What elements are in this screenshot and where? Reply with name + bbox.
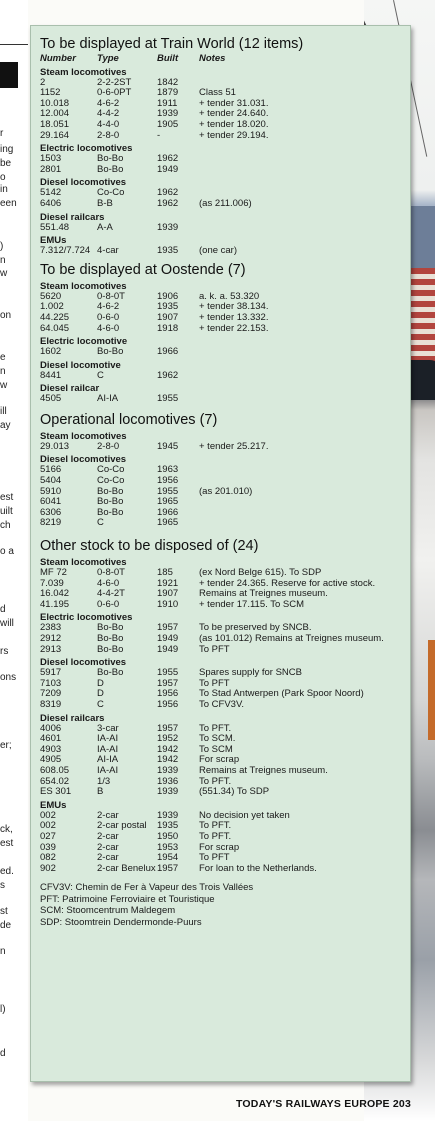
cell-notes: + tender 13.332. xyxy=(199,311,269,323)
left-text-fragment: e xyxy=(0,352,6,363)
cell-number: 10.018 xyxy=(40,97,70,109)
cell-built: 1945 xyxy=(157,440,179,452)
cell-notes: + tender 29.194. xyxy=(199,129,269,141)
cell-notes: To PFT xyxy=(199,677,230,689)
cell-type: 1/3 xyxy=(97,775,111,787)
stock-sections xyxy=(40,35,404,874)
cell-number: 2912 xyxy=(40,633,62,644)
left-text-fragment: ing xyxy=(0,144,14,155)
column-rule xyxy=(0,44,28,45)
left-text-fragment: s xyxy=(0,880,5,891)
cell-number: 2 xyxy=(40,76,46,88)
column-headers xyxy=(40,54,404,65)
table-row xyxy=(40,347,404,358)
cell-number: 18.051 xyxy=(40,118,70,130)
cell-number: 29.013 xyxy=(40,440,70,452)
cell-notes: To SCM xyxy=(199,743,233,755)
cell-number: 2383 xyxy=(40,622,62,634)
cell-number: 082 xyxy=(40,852,56,864)
table-row xyxy=(40,246,404,257)
category-heading: Electric locomotives xyxy=(40,143,133,155)
cell-notes: No decision yet taken xyxy=(199,809,290,821)
cell-type: 4-4-0 xyxy=(97,118,120,130)
cell-type: IA-AI xyxy=(97,743,119,755)
cell-type: 2-8-0 xyxy=(97,440,120,452)
cell-type: Bo-Bo xyxy=(97,485,124,497)
cell-number: 44.225 xyxy=(40,311,70,323)
cell-built: 1911 xyxy=(157,97,178,109)
left-text-fragment: n xyxy=(0,255,6,266)
table-row xyxy=(40,787,404,798)
column-header-number: Number xyxy=(40,53,76,64)
table-row xyxy=(40,394,404,405)
cell-notes xyxy=(199,497,404,508)
cell-type: 3-car xyxy=(97,722,119,734)
left-text-fragment: n xyxy=(0,366,6,377)
cell-built: 185 xyxy=(157,567,173,579)
cell-number: 902 xyxy=(40,862,56,874)
cell-number: ES 301 xyxy=(40,786,72,798)
cell-type: B-B xyxy=(97,197,113,209)
cell-number: 12.004 xyxy=(40,108,70,120)
cell-number: 5910 xyxy=(40,485,62,497)
category-heading: Diesel locomotives xyxy=(40,657,127,669)
table-row xyxy=(40,131,404,142)
cell-built: 1939 xyxy=(157,786,179,798)
cell-type: Bo-Bo xyxy=(97,163,124,175)
cell-number: 027 xyxy=(40,830,56,842)
category-heading: Electric locomotive xyxy=(40,336,128,348)
cell-built: 1936 xyxy=(157,775,179,787)
table-row xyxy=(40,442,404,453)
cell-built: 1939 xyxy=(157,108,179,120)
cell-built: 1910 xyxy=(157,598,179,610)
column-header-built: Built xyxy=(157,53,179,64)
cell-built: 1956 xyxy=(157,688,179,700)
cell-built: 1921 xyxy=(157,577,179,589)
cell-built: 1963 xyxy=(157,464,179,476)
cell-number: 5404 xyxy=(40,475,62,487)
category-heading: Steam locomotives xyxy=(40,280,127,292)
left-text-fragment: r xyxy=(0,128,4,139)
cell-built: 1935 xyxy=(157,245,179,257)
cell-built: 1962 xyxy=(157,369,179,381)
cell-built: 1907 xyxy=(157,311,179,323)
cell-type: 4-car xyxy=(97,245,119,257)
cell-type: 2-car xyxy=(97,830,119,842)
cell-notes: Remains at Treignes museum. xyxy=(199,764,328,776)
cell-notes: To be preserved by SNCB. xyxy=(199,622,312,634)
stock-section xyxy=(40,537,404,874)
category-heading: Diesel locomotives xyxy=(40,177,127,189)
left-text-fragment: d xyxy=(0,604,6,615)
table-row xyxy=(40,634,404,645)
cell-number: 6306 xyxy=(40,506,62,518)
cell-built: 1962 xyxy=(157,187,179,199)
table-row xyxy=(40,645,404,656)
table-row xyxy=(40,518,404,529)
left-text-fragment: ck, xyxy=(0,824,13,835)
cell-type: AI-IA xyxy=(97,754,119,766)
left-text-fragment: in xyxy=(0,184,8,195)
cell-type: 2-car xyxy=(97,852,119,864)
cell-number: 7.039 xyxy=(40,577,64,589)
cell-number: 1602 xyxy=(40,346,62,358)
cell-type: 2-car xyxy=(97,841,119,853)
cell-type: 2-car postal xyxy=(97,820,147,832)
cell-notes: (as 211.006) xyxy=(199,197,252,209)
table-row xyxy=(40,864,404,875)
cell-type: Bo-Bo xyxy=(97,622,124,634)
cell-number: 5166 xyxy=(40,464,62,476)
cell-notes: (one car) xyxy=(199,245,238,257)
cell-type: Bo-Bo xyxy=(97,496,124,508)
left-text-fragment: de xyxy=(0,920,12,931)
cell-notes: Remains at Treignes museum. xyxy=(199,588,328,600)
cell-type: AI-IA xyxy=(97,393,119,405)
left-text-fragment: o xyxy=(0,172,6,183)
cell-notes: + tender 24.365. Reserve for active stock. xyxy=(199,577,376,589)
left-text-fragment: ay xyxy=(0,420,11,431)
left-text-fragment: l) xyxy=(0,1004,6,1015)
category-heading: EMUs xyxy=(40,799,67,811)
cell-number: 2801 xyxy=(40,163,62,175)
cell-type: D xyxy=(97,688,104,700)
table-row xyxy=(40,120,404,131)
cell-type: 4-6-0 xyxy=(97,577,120,589)
cell-number: 16.042 xyxy=(40,588,70,600)
cell-type: 2-8-0 xyxy=(97,129,120,141)
cell-type: 0-8-0T xyxy=(97,290,125,302)
cell-number: MF 72 xyxy=(40,567,67,579)
cell-number: 7103 xyxy=(40,677,62,689)
left-text-fragment: n xyxy=(0,946,6,957)
left-text-fragment: ) xyxy=(0,241,4,252)
left-text-fragment: ill xyxy=(0,406,7,417)
table-row xyxy=(40,324,404,335)
cell-type: C xyxy=(97,369,104,381)
section-title: To be displayed at Oostende (7) xyxy=(40,261,246,278)
cell-notes xyxy=(199,154,404,165)
category-heading: EMUs xyxy=(40,235,67,247)
cell-number: 41.195 xyxy=(40,598,70,610)
cell-built: 1942 xyxy=(157,743,179,755)
cell-notes xyxy=(199,371,404,382)
table-row xyxy=(40,766,404,777)
left-text-fragment: on xyxy=(0,310,12,321)
left-text-fragment: ch xyxy=(0,520,11,531)
cell-notes: + tender 17.115. To SCM xyxy=(199,598,305,610)
left-text-fragment: w xyxy=(0,268,8,279)
cell-built: 1935 xyxy=(157,820,179,832)
cell-number: 1.002 xyxy=(40,301,64,313)
cell-notes: To PFT. xyxy=(199,775,232,787)
cell-number: 8219 xyxy=(40,517,62,529)
category-heading: Steam locomotives xyxy=(40,66,127,78)
left-text-fragment: o a xyxy=(0,546,14,557)
cell-type: IA-AI xyxy=(97,733,119,745)
left-text-fragment: est xyxy=(0,492,14,503)
cell-notes xyxy=(199,518,404,529)
cell-type: Co-Co xyxy=(97,187,125,199)
cell-built: 1957 xyxy=(157,622,179,634)
cell-notes: To PFT. xyxy=(199,830,232,842)
cell-notes: + tender 24.640. xyxy=(199,108,269,120)
table-row xyxy=(40,154,404,165)
cell-notes xyxy=(199,465,404,476)
cell-type: Co-Co xyxy=(97,464,125,476)
orange-object xyxy=(428,640,435,740)
cell-notes: + tender 31.031. xyxy=(199,97,269,109)
footnote-line: SDP: Stoomtrein Dendermonde-Puurs xyxy=(40,916,202,928)
cell-number: 002 xyxy=(40,809,56,821)
cell-built: 1939 xyxy=(157,809,179,821)
cell-type: Co-Co xyxy=(97,475,125,487)
cell-notes: Class 51 xyxy=(199,87,236,99)
category-heading: Diesel locomotives xyxy=(40,454,127,466)
table-row xyxy=(40,313,404,324)
cell-type: Bo-Bo xyxy=(97,506,124,518)
cell-notes xyxy=(199,347,404,358)
category-heading: Diesel locomotive xyxy=(40,359,121,371)
left-text-fragment: ons xyxy=(0,672,17,683)
cell-built: 1966 xyxy=(157,346,179,358)
footnotes xyxy=(40,882,404,928)
cell-built: 1953 xyxy=(157,841,179,853)
cell-notes xyxy=(199,165,404,176)
cell-number: 8319 xyxy=(40,698,62,710)
cell-type: Bo-Bo xyxy=(97,667,124,679)
left-text-fragment: est xyxy=(0,838,14,849)
cell-notes: For scrap xyxy=(199,754,240,766)
section-title: Operational locomotives (7) xyxy=(40,411,218,428)
left-text-fragment: will xyxy=(0,618,14,629)
cell-notes: To Stad Antwerpen (Park Spoor Noord) xyxy=(199,688,364,700)
cell-type: A-A xyxy=(97,221,113,233)
category-heading: Steam locomotives xyxy=(40,557,127,569)
table-row xyxy=(40,508,404,519)
category-heading: Steam locomotives xyxy=(40,430,127,442)
cell-built: 1956 xyxy=(157,475,179,487)
cell-built: 1842 xyxy=(157,76,179,88)
cell-built: 1955 xyxy=(157,667,179,679)
cell-built: 1935 xyxy=(157,301,179,313)
cell-built: 1955 xyxy=(157,485,179,497)
cell-type: 0-6-0 xyxy=(97,311,120,323)
footnote-line: SCM: Stoomcentrum Maldegem xyxy=(40,905,176,917)
left-text-fragment: d xyxy=(0,1048,6,1059)
section-title: Other stock to be disposed of (24) xyxy=(40,538,259,555)
footnote-line: CFV3V: Chemin de Fer à Vapeur des Trois Vallées xyxy=(40,882,254,894)
cell-built: 1879 xyxy=(157,87,179,99)
cell-number: 6041 xyxy=(40,496,62,508)
category-heading: Diesel railcars xyxy=(40,211,105,223)
cell-type: Bo-Bo xyxy=(97,643,124,655)
cell-type: 4-6-0 xyxy=(97,322,120,334)
cell-type: 4-4-2 xyxy=(97,108,120,120)
cell-built: 1950 xyxy=(157,830,179,842)
stock-section xyxy=(40,35,404,257)
cell-notes xyxy=(199,508,404,519)
column-header-type: Type xyxy=(97,53,119,64)
cell-notes: + tender 18.020. xyxy=(199,118,269,130)
cell-number: 5142 xyxy=(40,187,62,199)
cell-number: 4601 xyxy=(40,733,62,745)
cell-notes: For scrap xyxy=(199,841,240,853)
cell-type: Bo-Bo xyxy=(97,633,124,644)
left-text-fragment: st xyxy=(0,906,8,917)
cell-notes: + tender 38.134. xyxy=(199,301,269,313)
footnote-line: PFT: Patrimoine Ferroviaire et Touristique xyxy=(40,893,215,905)
cell-notes: To PFT xyxy=(199,643,230,655)
category-heading: Electric locomotives xyxy=(40,612,133,624)
cell-built: - xyxy=(157,129,161,141)
cell-type: B xyxy=(97,786,104,798)
cell-built: 1965 xyxy=(157,496,179,508)
cell-built: 1906 xyxy=(157,290,179,302)
cell-number: 4903 xyxy=(40,743,62,755)
table-row xyxy=(40,165,404,176)
cell-number: 039 xyxy=(40,841,56,853)
preservation-table-box xyxy=(30,25,411,1082)
cell-type: 2-car xyxy=(97,809,119,821)
cell-built: 1907 xyxy=(157,588,179,600)
cell-built: 1957 xyxy=(157,862,179,874)
cell-number: 551.48 xyxy=(40,221,70,233)
left-text-fragment: er; xyxy=(0,740,12,751)
cell-notes: To PFT. xyxy=(199,722,232,734)
cell-type: 0-6-0PT xyxy=(97,87,132,99)
cell-type: IA-AI xyxy=(97,764,119,776)
cell-built: 1954 xyxy=(157,852,179,864)
category-heading: Diesel railcars xyxy=(40,712,105,724)
cell-number: 4505 xyxy=(40,393,62,405)
cell-notes xyxy=(199,223,404,234)
cell-type: C xyxy=(97,517,104,529)
cell-number: 7.312/7.724 xyxy=(40,245,91,257)
cell-built: 1918 xyxy=(157,322,179,334)
cell-notes xyxy=(199,394,404,405)
cell-type: 4-6-2 xyxy=(97,301,120,313)
cell-type: 0-8-0T xyxy=(97,567,125,579)
stock-section xyxy=(40,411,404,529)
cell-number: 5620 xyxy=(40,290,62,302)
cell-number: 6406 xyxy=(40,197,62,209)
cell-number: 4905 xyxy=(40,754,62,766)
cell-number: 5917 xyxy=(40,667,62,679)
left-text-fragment: een xyxy=(0,198,17,209)
table-row xyxy=(40,832,404,843)
left-text-fragment: ed. xyxy=(0,866,14,877)
table-row xyxy=(40,700,404,711)
table-row xyxy=(40,223,404,234)
cell-built: 1962 xyxy=(157,153,179,165)
cell-number: 4006 xyxy=(40,722,62,734)
page-footer: TODAY'S RAILWAYS EUROPE 203 xyxy=(236,1098,411,1110)
cell-type: C xyxy=(97,698,104,710)
cell-number: 29.164 xyxy=(40,129,70,141)
cell-built: 1965 xyxy=(157,517,179,529)
cell-notes: Spares supply for SNCB xyxy=(199,667,302,679)
cell-type: 4-6-2 xyxy=(97,97,120,109)
cell-built: 1966 xyxy=(157,506,179,518)
cell-built: 1957 xyxy=(157,722,179,734)
left-article-column xyxy=(0,0,28,1121)
cell-built: 1949 xyxy=(157,643,179,655)
cell-number: 608.05 xyxy=(40,764,70,776)
cell-notes: + tender 22.153. xyxy=(199,322,269,334)
section-title: To be displayed at Train World (12 items) xyxy=(40,36,304,52)
cell-notes: + tender 25.217. xyxy=(199,440,269,452)
cell-notes: (ex Nord Belge 615). To SDP xyxy=(199,567,322,579)
black-heading-block xyxy=(0,62,18,88)
left-text-fragment: w xyxy=(0,380,8,391)
cell-notes: To SCM. xyxy=(199,733,236,745)
cell-type: Bo-Bo xyxy=(97,346,124,358)
cell-notes: To PFT. xyxy=(199,820,232,832)
table-row xyxy=(40,487,404,498)
cell-notes: (551.34) To SDP xyxy=(199,786,270,798)
cell-notes: To CFV3V. xyxy=(199,698,245,710)
cell-type: 2-car Benelux xyxy=(97,862,156,874)
cell-number: 654.02 xyxy=(40,775,70,787)
cell-built: 1905 xyxy=(157,118,179,130)
left-text-fragment: uilt xyxy=(0,506,13,517)
cell-built: 1956 xyxy=(157,698,179,710)
cell-notes: a. k. a. 53.320 xyxy=(199,290,260,302)
cell-built: 1962 xyxy=(157,197,179,209)
cell-type: 0-6-0 xyxy=(97,598,120,610)
column-header-notes: Notes xyxy=(199,53,226,64)
cell-built: 1942 xyxy=(157,754,179,766)
cell-number: 2913 xyxy=(40,643,62,655)
cell-notes: (as 201.010) xyxy=(199,485,253,497)
cell-number: 002 xyxy=(40,820,56,832)
left-text-fragment: be xyxy=(0,158,12,169)
cell-built: 1949 xyxy=(157,633,179,644)
cell-number: 7209 xyxy=(40,688,62,700)
table-row xyxy=(40,371,404,382)
left-text-fragment: rs xyxy=(0,646,9,657)
category-heading: Diesel railcar xyxy=(40,383,100,395)
table-row xyxy=(40,199,404,210)
cell-type: 2-2-2ST xyxy=(97,76,132,88)
cell-type: D xyxy=(97,677,104,689)
cell-built: 1939 xyxy=(157,764,179,776)
cell-built: 1957 xyxy=(157,677,179,689)
cell-number: 1503 xyxy=(40,153,62,165)
cell-number: 1152 xyxy=(40,87,61,99)
table-row xyxy=(40,600,404,611)
table-row xyxy=(40,497,404,508)
cell-number: 8441 xyxy=(40,369,62,381)
cell-built: 1955 xyxy=(157,393,179,405)
cell-notes: (as 101.012) Remains at Treignes museum. xyxy=(199,633,384,644)
cell-number: 64.045 xyxy=(40,322,70,334)
cell-built: 1952 xyxy=(157,733,179,745)
cell-type: Bo-Bo xyxy=(97,153,124,165)
table-row xyxy=(40,465,404,476)
cell-built: 1949 xyxy=(157,163,179,175)
cell-notes: For loan to the Netherlands. xyxy=(199,862,317,874)
cell-built: 1939 xyxy=(157,221,179,233)
stock-section xyxy=(40,261,404,405)
cell-type: 4-4-2T xyxy=(97,588,125,600)
cell-notes: To PFT xyxy=(199,852,230,864)
